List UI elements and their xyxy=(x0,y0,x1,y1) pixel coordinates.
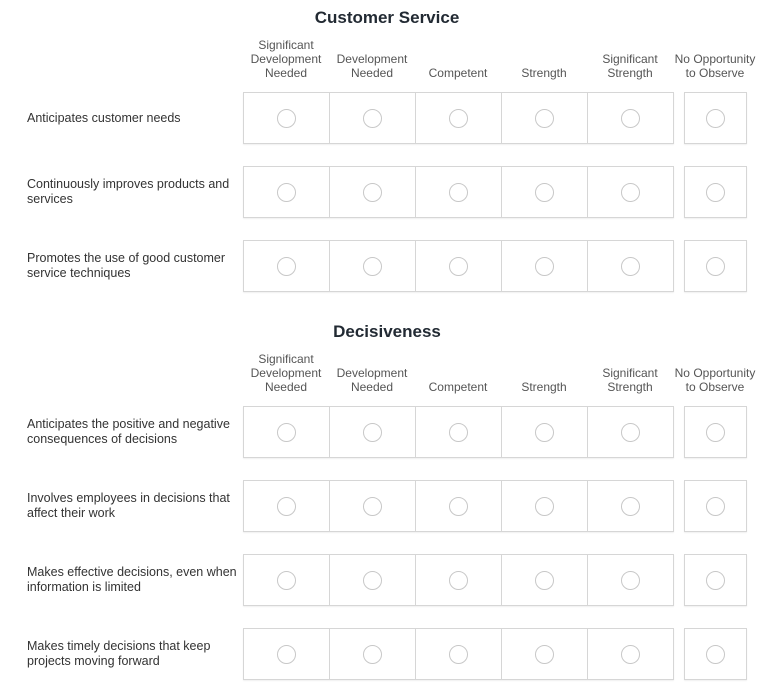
radio-button[interactable] xyxy=(535,497,554,516)
column-header-development-needed: Development Needed xyxy=(336,52,408,80)
rating-option-competent[interactable] xyxy=(415,241,501,291)
rating-row-label: Continuously improves products and services xyxy=(27,177,230,206)
rating-row xyxy=(0,240,771,292)
rating-row-label: Involves employees in decisions that affect their work xyxy=(27,491,230,520)
rating-option-significant-development-needed[interactable] xyxy=(244,167,329,217)
radio-button[interactable] xyxy=(363,109,382,128)
radio-button[interactable] xyxy=(277,109,296,128)
rating-option-no-opportunity[interactable] xyxy=(684,166,747,218)
rating-row-label: Makes effective decisions, even when information is limited xyxy=(27,565,237,594)
radio-button[interactable] xyxy=(363,183,382,202)
rating-option-no-opportunity[interactable] xyxy=(684,554,747,606)
rating-option-development-needed[interactable] xyxy=(329,481,415,531)
column-header-no-opportunity: No Opportunity to Observe xyxy=(674,366,756,394)
radio-button[interactable] xyxy=(449,423,468,442)
rating-row xyxy=(0,166,771,218)
rating-row xyxy=(0,92,771,144)
rating-option-strength[interactable] xyxy=(501,555,587,605)
radio-button[interactable] xyxy=(277,423,296,442)
column-header-significant-development-needed: Significant Development Needed xyxy=(250,352,322,394)
radio-button[interactable] xyxy=(449,257,468,276)
rating-option-development-needed[interactable] xyxy=(329,167,415,217)
rating-options xyxy=(243,480,674,532)
rating-row xyxy=(0,554,771,606)
rating-option-development-needed[interactable] xyxy=(329,241,415,291)
radio-button[interactable] xyxy=(706,423,725,442)
radio-button[interactable] xyxy=(706,497,725,516)
rating-option-significant-development-needed[interactable] xyxy=(244,407,329,457)
rating-option-strength[interactable] xyxy=(501,167,587,217)
column-header-significant-strength: Significant Strength xyxy=(602,366,658,394)
rating-option-development-needed[interactable] xyxy=(329,93,415,143)
rating-row xyxy=(0,406,771,458)
rating-options xyxy=(243,240,674,292)
radio-button[interactable] xyxy=(621,183,640,202)
rating-option-competent[interactable] xyxy=(415,555,501,605)
rating-option-significant-strength[interactable] xyxy=(587,555,673,605)
radio-button[interactable] xyxy=(706,183,725,202)
radio-button[interactable] xyxy=(535,183,554,202)
rating-option-no-opportunity[interactable] xyxy=(684,628,747,680)
rating-option-development-needed[interactable] xyxy=(329,629,415,679)
rating-option-significant-strength[interactable] xyxy=(587,629,673,679)
rating-option-significant-development-needed[interactable] xyxy=(244,93,329,143)
rating-option-significant-strength[interactable] xyxy=(587,93,673,143)
rating-option-no-opportunity[interactable] xyxy=(684,92,747,144)
rating-option-significant-strength[interactable] xyxy=(587,167,673,217)
radio-button[interactable] xyxy=(449,645,468,664)
rating-option-competent[interactable] xyxy=(415,167,501,217)
rating-option-significant-development-needed[interactable] xyxy=(244,481,329,531)
rating-options xyxy=(243,554,674,606)
rating-option-significant-strength[interactable] xyxy=(587,481,673,531)
radio-button[interactable] xyxy=(535,257,554,276)
rating-row-label: Promotes the use of good customer service techniques xyxy=(27,251,226,280)
radio-button[interactable] xyxy=(277,257,296,276)
rating-row-label: Anticipates customer needs xyxy=(27,110,181,125)
radio-button[interactable] xyxy=(621,423,640,442)
radio-button[interactable] xyxy=(363,423,382,442)
column-header-significant-development-needed: Significant Development Needed xyxy=(250,38,322,80)
rating-option-significant-development-needed[interactable] xyxy=(244,629,329,679)
rating-options xyxy=(243,628,674,680)
column-header-strength: Strength xyxy=(521,66,567,80)
radio-button[interactable] xyxy=(535,571,554,590)
radio-button[interactable] xyxy=(706,109,725,128)
rating-options xyxy=(243,166,674,218)
column-header-strength: Strength xyxy=(521,380,567,394)
rating-options xyxy=(243,92,674,144)
rating-option-strength[interactable] xyxy=(501,241,587,291)
rating-option-strength[interactable] xyxy=(501,93,587,143)
rating-option-significant-strength[interactable] xyxy=(587,407,673,457)
column-header-significant-strength: Significant Strength xyxy=(602,52,658,80)
section-title: Customer Service xyxy=(314,8,460,27)
radio-button[interactable] xyxy=(706,571,725,590)
radio-button[interactable] xyxy=(277,645,296,664)
rating-option-development-needed[interactable] xyxy=(329,555,415,605)
rating-option-strength[interactable] xyxy=(501,407,587,457)
radio-button[interactable] xyxy=(449,183,468,202)
rating-row-label: Makes timely decisions that keep projects moving forward xyxy=(27,639,211,668)
rating-option-strength[interactable] xyxy=(501,481,587,531)
column-header-competent: Competent xyxy=(428,380,488,394)
rating-option-competent[interactable] xyxy=(415,629,501,679)
radio-button[interactable] xyxy=(621,571,640,590)
radio-button[interactable] xyxy=(621,497,640,516)
radio-button[interactable] xyxy=(363,645,382,664)
radio-button[interactable] xyxy=(706,257,725,276)
rating-options xyxy=(243,406,674,458)
radio-button[interactable] xyxy=(449,109,468,128)
rating-option-no-opportunity[interactable] xyxy=(684,240,747,292)
radio-button[interactable] xyxy=(535,109,554,128)
radio-button[interactable] xyxy=(621,257,640,276)
radio-button[interactable] xyxy=(621,109,640,128)
radio-button[interactable] xyxy=(449,497,468,516)
radio-button[interactable] xyxy=(706,645,725,664)
rating-option-significant-strength[interactable] xyxy=(587,241,673,291)
radio-button[interactable] xyxy=(277,183,296,202)
rating-option-competent[interactable] xyxy=(415,407,501,457)
rating-option-competent[interactable] xyxy=(415,93,501,143)
radio-button[interactable] xyxy=(363,257,382,276)
radio-button[interactable] xyxy=(363,497,382,516)
radio-button[interactable] xyxy=(621,645,640,664)
column-header-competent: Competent xyxy=(428,66,488,80)
rating-option-strength[interactable] xyxy=(501,629,587,679)
rating-row-label: Anticipates the positive and negative consequences of decisions xyxy=(27,417,230,446)
rating-row xyxy=(0,628,771,680)
column-header-development-needed: Development Needed xyxy=(336,366,408,394)
radio-button[interactable] xyxy=(449,571,468,590)
rating-option-competent[interactable] xyxy=(415,481,501,531)
rating-option-development-needed[interactable] xyxy=(329,407,415,457)
column-header-no-opportunity: No Opportunity to Observe xyxy=(674,52,756,80)
rating-option-significant-development-needed[interactable] xyxy=(244,555,329,605)
rating-option-significant-development-needed[interactable] xyxy=(244,241,329,291)
rating-option-no-opportunity[interactable] xyxy=(684,406,747,458)
radio-button[interactable] xyxy=(363,571,382,590)
radio-button[interactable] xyxy=(277,571,296,590)
rating-option-no-opportunity[interactable] xyxy=(684,480,747,532)
radio-button[interactable] xyxy=(535,423,554,442)
rating-row xyxy=(0,480,771,532)
radio-button[interactable] xyxy=(277,497,296,516)
radio-button[interactable] xyxy=(535,645,554,664)
section-title: Decisiveness xyxy=(333,322,441,341)
